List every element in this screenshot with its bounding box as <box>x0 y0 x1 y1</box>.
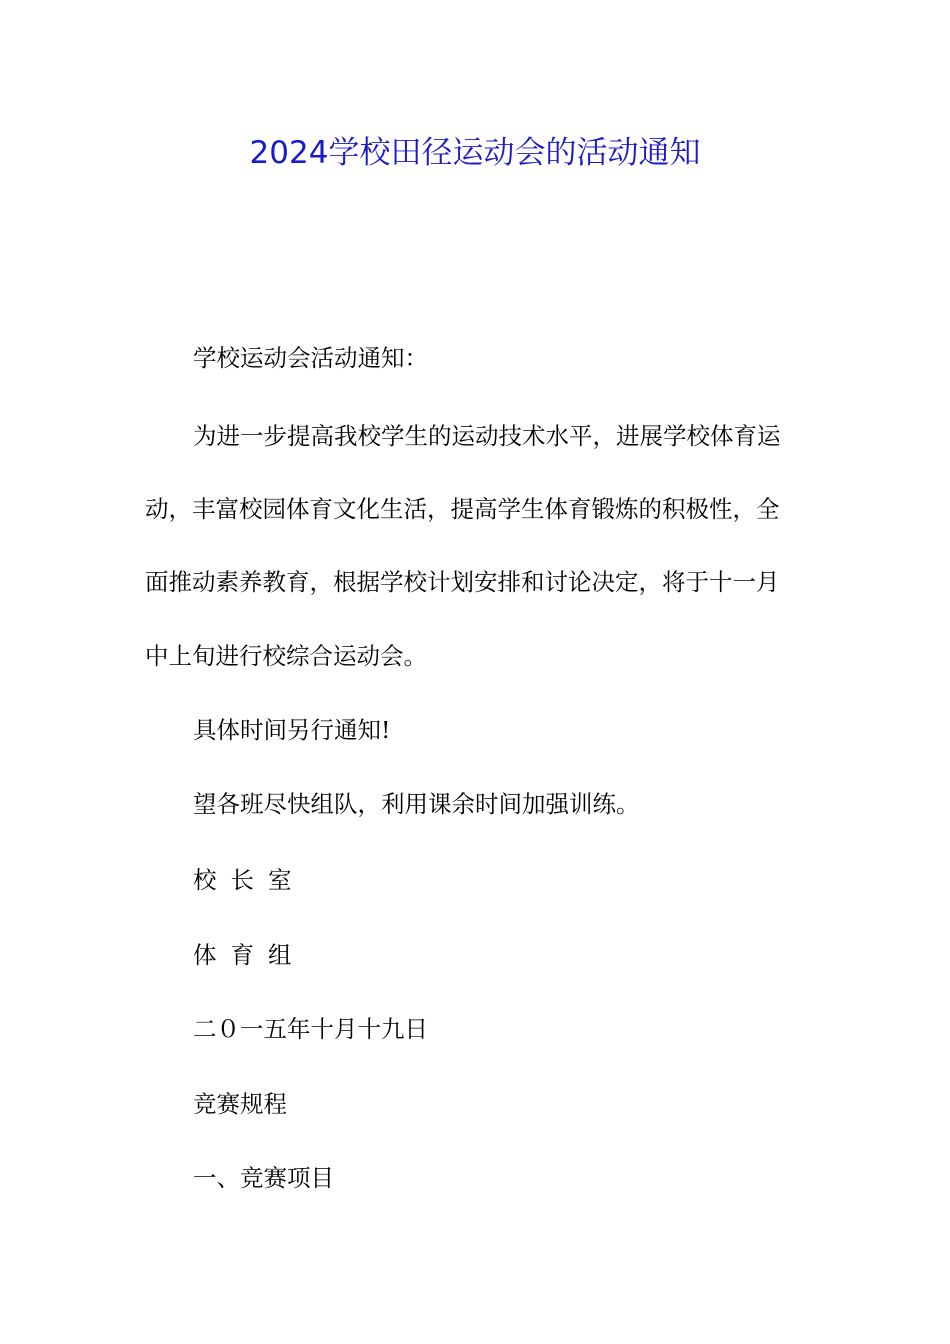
team-notice: 望各班尽快组队，利用课余时间加强训练。 <box>193 790 640 818</box>
paragraph-line: 为进一步提高我校学生的运动技术水平，进展学校体育运 <box>193 422 781 450</box>
paragraph-line: 中上旬进行校综合运动会。 <box>145 642 427 670</box>
time-notice: 具体时间另行通知! <box>193 716 391 744</box>
signature-pe-group: 体育组 <box>193 941 306 969</box>
paragraph-line: 面推动素养教育，根据学校计划安排和讨论决定，将于十一月 <box>145 568 780 596</box>
notice-date: 二０一五年十月十九日 <box>193 1015 428 1043</box>
subsection-heading: 一、竞赛项目 <box>193 1164 334 1192</box>
signature-principal-office: 校长室 <box>193 866 306 894</box>
greeting: 学校运动会活动通知： <box>193 344 428 372</box>
paragraph-line: 动，丰富校园体育文化生活，提高学生体育锻炼的积极性，全 <box>145 495 780 523</box>
page-title: 2024学校田径运动会的活动通知 <box>249 135 701 171</box>
section-heading: 竞赛规程 <box>193 1090 287 1118</box>
